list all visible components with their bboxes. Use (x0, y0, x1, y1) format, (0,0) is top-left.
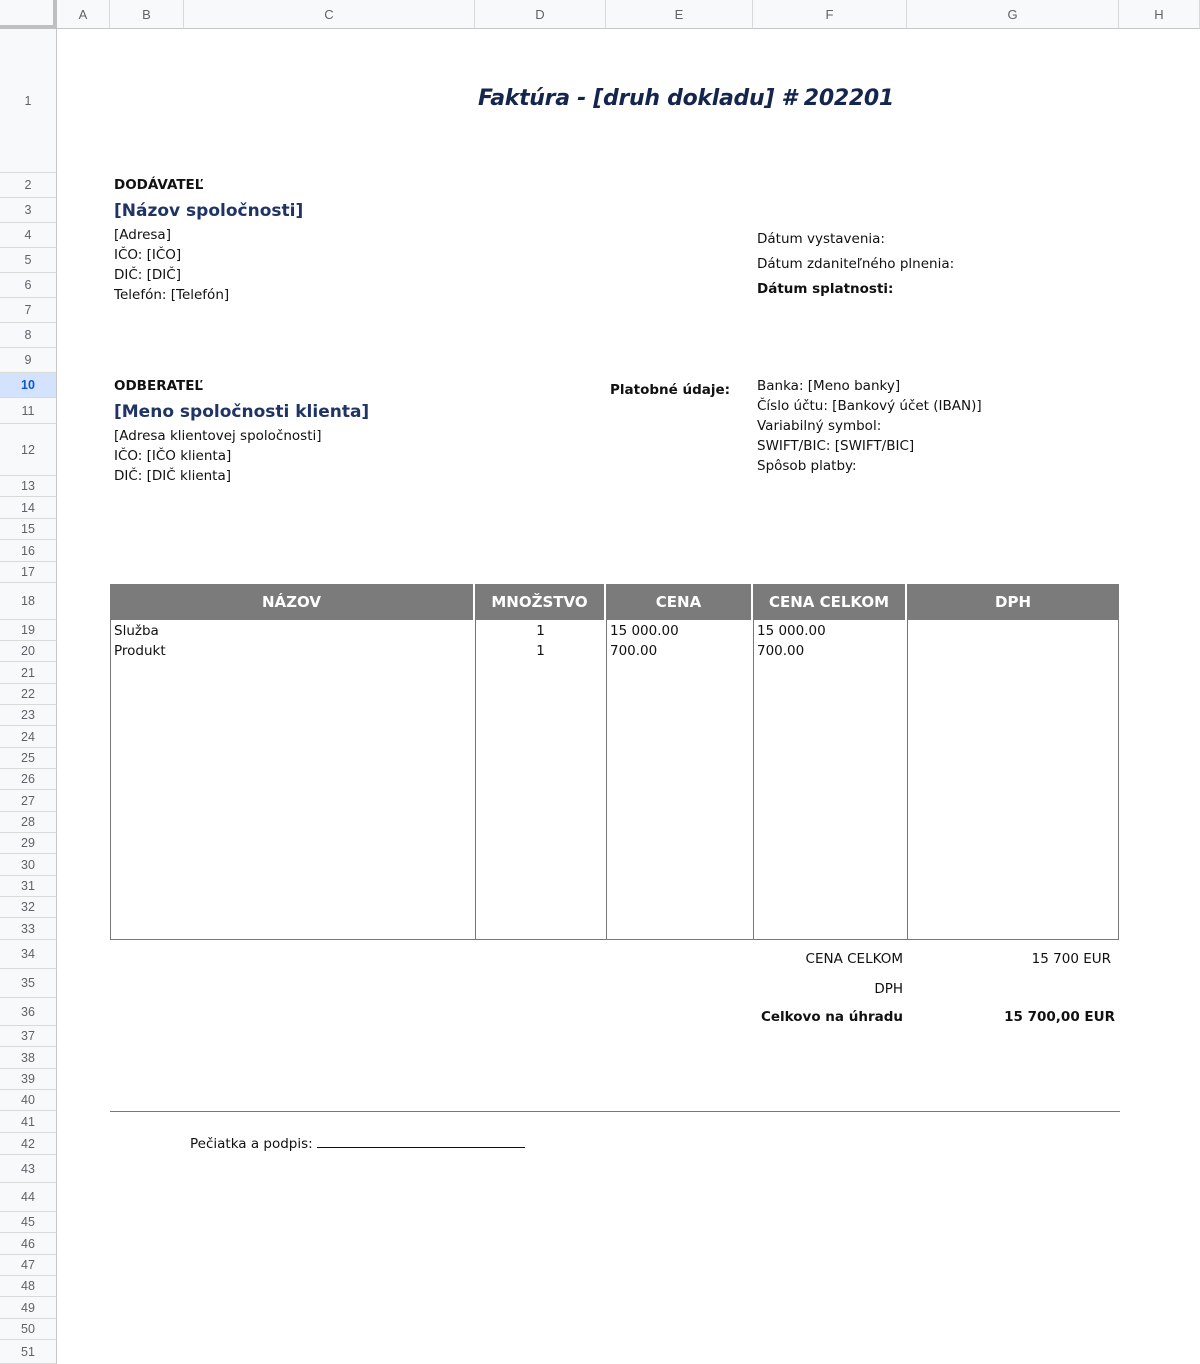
summary-due-value[interactable]: 15 700,00 EUR (1004, 1009, 1115, 1025)
date-due-label[interactable]: Dátum splatnosti: (757, 281, 894, 297)
row-header-40[interactable]: 40 (0, 1090, 57, 1111)
row-header-20[interactable]: 20 (0, 641, 57, 662)
row-header-30[interactable]: 30 (0, 854, 57, 876)
column-header-a[interactable]: A (57, 0, 110, 29)
payment-bank[interactable]: Banka: [Meno banky] (757, 378, 901, 394)
item-quantity[interactable]: 1 (536, 643, 545, 659)
table-column-name[interactable] (110, 620, 475, 940)
row-header-38[interactable]: 38 (0, 1047, 57, 1069)
table-header-name[interactable]: NÁZOV (110, 584, 475, 620)
supplier-heading[interactable]: DODÁVATEĽ (114, 177, 204, 193)
row-header-36[interactable]: 36 (0, 998, 57, 1026)
column-header-e[interactable]: E (606, 0, 753, 29)
summary-vat-label[interactable]: DPH (874, 981, 903, 997)
row-header-27[interactable]: 27 (0, 790, 57, 812)
row-header-44[interactable]: 44 (0, 1183, 57, 1212)
item-price[interactable]: 15 000.00 (610, 623, 679, 639)
payment-variable-symbol[interactable]: Variabilný symbol: (757, 418, 882, 434)
date-taxable-label[interactable]: Dátum zdaniteľného plnenia: (757, 256, 955, 272)
row-header-18[interactable]: 18 (0, 583, 57, 620)
select-all-corner[interactable] (0, 0, 57, 29)
footer-divider (110, 1111, 1120, 1112)
item-total[interactable]: 700.00 (757, 643, 805, 659)
column-header-h[interactable]: H (1119, 0, 1200, 29)
row-header-8[interactable]: 8 (0, 323, 57, 348)
item-name[interactable]: Produkt (114, 643, 166, 659)
table-column-vat[interactable] (907, 620, 1119, 940)
summary-due-label[interactable]: Celkovo na úhradu (760, 1009, 903, 1025)
table-header-quantity[interactable]: MNOŽSTVO (475, 584, 606, 620)
row-header-3[interactable]: 3 (0, 198, 57, 223)
row-header-9[interactable]: 9 (0, 348, 57, 373)
item-name[interactable]: Služba (114, 623, 159, 639)
row-header-37[interactable]: 37 (0, 1026, 57, 1047)
supplier-ico[interactable]: IČO: [IČO] (114, 247, 182, 263)
row-header-17[interactable]: 17 (0, 562, 57, 583)
column-header-d[interactable]: D (475, 0, 606, 29)
payment-label[interactable]: Platobné údaje: (610, 382, 731, 398)
row-header-12[interactable]: 12 (0, 424, 57, 476)
row-header-31[interactable]: 31 (0, 876, 57, 897)
row-header-5[interactable]: 5 (0, 248, 57, 273)
payment-method[interactable]: Spôsob platby: (757, 458, 857, 474)
row-header-41[interactable]: 41 (0, 1111, 57, 1133)
row-header-1[interactable]: 1 (0, 29, 57, 173)
customer-company-name[interactable]: [Meno spoločnosti klienta] (114, 402, 370, 422)
row-header-11[interactable]: 11 (0, 398, 57, 424)
table-column-quantity[interactable] (475, 620, 606, 940)
row-header-48[interactable]: 48 (0, 1276, 57, 1297)
row-header-4[interactable]: 4 (0, 223, 57, 248)
payment-swift[interactable]: SWIFT/BIC: [SWIFT/BIC] (757, 438, 915, 454)
row-header-24[interactable]: 24 (0, 726, 57, 748)
row-header-34[interactable]: 34 (0, 940, 57, 969)
row-header-51[interactable]: 51 (0, 1340, 57, 1364)
item-price[interactable]: 700.00 (610, 643, 658, 659)
row-header-6[interactable]: 6 (0, 273, 57, 298)
row-header-50[interactable]: 50 (0, 1319, 57, 1340)
row-header-33[interactable]: 33 (0, 918, 57, 940)
summary-total-label[interactable]: CENA CELKOM (805, 951, 903, 967)
row-header-39[interactable]: 39 (0, 1069, 57, 1090)
signature-field[interactable] (190, 1134, 525, 1154)
customer-ico[interactable]: IČO: [IČO klienta] (114, 448, 232, 464)
invoice-title[interactable]: Faktúra - [druh dokladu] # 202201 (478, 86, 894, 111)
row-header-42[interactable]: 42 (0, 1133, 57, 1155)
row-header-13[interactable]: 13 (0, 476, 57, 497)
customer-heading[interactable]: ODBERATEĽ (114, 378, 204, 394)
row-header-25[interactable]: 25 (0, 748, 57, 769)
row-header-14[interactable]: 14 (0, 497, 57, 519)
row-header-32[interactable]: 32 (0, 897, 57, 918)
row-header-15[interactable]: 15 (0, 519, 57, 540)
row-header-7[interactable]: 7 (0, 298, 57, 323)
row-header-21[interactable]: 21 (0, 662, 57, 684)
supplier-dic[interactable]: DIČ: [DIČ] (114, 267, 181, 283)
table-column-total[interactable] (753, 620, 907, 940)
supplier-phone[interactable]: Telefón: [Telefón] (114, 287, 230, 303)
item-quantity[interactable]: 1 (536, 623, 545, 639)
row-header-26[interactable]: 26 (0, 769, 57, 790)
column-header-f[interactable]: F (753, 0, 907, 29)
row-header-35[interactable]: 35 (0, 969, 57, 998)
supplier-company-name[interactable]: [Názov spoločnosti] (114, 201, 304, 221)
supplier-address[interactable]: [Adresa] (114, 227, 171, 243)
row-header-19[interactable]: 19 (0, 620, 57, 641)
row-header-2[interactable]: 2 (0, 173, 57, 198)
date-issued-label[interactable]: Dátum vystavenia: (757, 231, 885, 247)
row-header-23[interactable]: 23 (0, 705, 57, 726)
signature-label: Pečiatka a podpis: (190, 1136, 313, 1152)
row-header-28[interactable]: 28 (0, 812, 57, 833)
customer-address[interactable]: [Adresa klientovej spoločnosti] (114, 428, 322, 444)
row-header-47[interactable]: 47 (0, 1255, 57, 1276)
row-header-22[interactable]: 22 (0, 684, 57, 705)
row-header-10[interactable]: 10 (0, 373, 57, 398)
customer-dic[interactable]: DIČ: [DIČ klienta] (114, 468, 232, 484)
item-total[interactable]: 15 000.00 (757, 623, 826, 639)
summary-total-value[interactable]: 15 700 EUR (1031, 951, 1111, 967)
payment-account[interactable]: Číslo účtu: [Bankový účet (IBAN)] (757, 398, 982, 414)
column-header-c[interactable]: C (184, 0, 475, 29)
row-header-29[interactable]: 29 (0, 833, 57, 854)
row-header-16[interactable]: 16 (0, 540, 57, 562)
row-header-43[interactable]: 43 (0, 1155, 57, 1183)
row-header-49[interactable]: 49 (0, 1297, 57, 1319)
table-column-price[interactable] (606, 620, 753, 940)
column-header-b[interactable]: B (110, 0, 184, 29)
row-header-46[interactable]: 46 (0, 1233, 57, 1255)
table-header-vat[interactable]: DPH (907, 584, 1119, 620)
signature-line (317, 1134, 525, 1148)
table-header-total[interactable]: CENA CELKOM (753, 584, 907, 620)
column-header-g[interactable]: G (907, 0, 1119, 29)
row-header-45[interactable]: 45 (0, 1212, 57, 1233)
table-header-price[interactable]: CENA (606, 584, 753, 620)
